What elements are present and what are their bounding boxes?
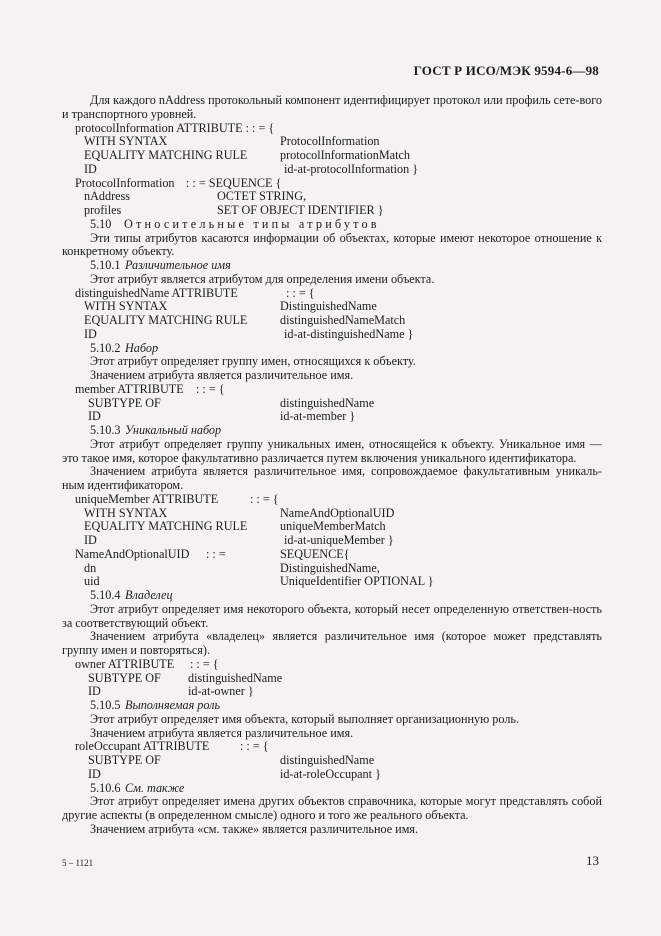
paragraph: Эти типы атрибутов касаются информации об объектах, которые имеют некоторое отношение к конкретному объекту. [62, 230, 602, 259]
section-heading: 5.10 Относительные типы атрибутов [90, 216, 380, 231]
paragraph: Значением атрибута «владелец» является различительное имя (которое может представлять группу имен и повторяться). [62, 629, 602, 657]
asn-line: SUBTYPE OF distinguishedName [88, 395, 375, 410]
paragraph: Значением атрибута является различительное имя, сопровождаемое факультативным уникаль-ным идентификатором. [62, 464, 602, 492]
asn-line: ID id-at-owner } [88, 684, 254, 699]
section-heading: 5.10.4 Владелец [90, 588, 173, 602]
asn-line: uid UniqueIdentifier OPTIONAL } [84, 574, 434, 589]
section-heading: 5.10.6 См. также [90, 780, 185, 795]
paragraph: Для каждого nAddress протокольный компонент идентифицирует протокол или профиль сете-вого и транспортного уровней. [62, 93, 602, 121]
asn-line: EQUALITY MATCHING RULE uniqueMemberMatch [84, 519, 386, 534]
asn-line: ID id-at-roleOccupant } [88, 766, 381, 781]
asn-line: ProtocolInformation : : = SEQUENCE { [75, 175, 282, 190]
paragraph: Этот атрибут определяет имя объекта, который выполняет организационную роль. [90, 711, 520, 726]
asn-line: owner ATTRIBUTE : : = { [75, 656, 219, 671]
asn-line: WITH SYNTAX NameAndOptionalUID [84, 505, 395, 520]
print-mark: 5 – 1121 [62, 858, 94, 868]
asn-line: ID id-at-member } [88, 409, 356, 424]
paragraph: Этот атрибут является атрибутом для определения имени объекта. [90, 271, 435, 286]
paragraph: Этот атрибут определяет имена других объектов справочника, которые могут представлять собой другие аспекты (в определенном смысле) одного и того же реального объекта. [62, 794, 602, 822]
document-body [62, 94, 602, 837]
asn-line: roleOccupant ATTRIBUTE : : = { [75, 739, 269, 754]
asn-line: SUBTYPE OF distinguishedName [88, 753, 375, 767]
paragraph: Значением атрибута является различительное имя. [90, 725, 354, 740]
standard-header: ГОСТ Р ИСО/МЭК 9594-6—98 [413, 63, 599, 78]
asn-line: ID id-at-protocolInformation } [84, 161, 419, 176]
asn-line: member ATTRIBUTE : : = { [75, 381, 225, 396]
page-number: 13 [586, 853, 599, 868]
asn-line: ID id-at-uniqueMember } [84, 533, 394, 547]
asn-line: SUBTYPE OF distinguishedName [88, 670, 283, 685]
paragraph: Значением атрибута является различительное имя. [90, 368, 354, 382]
paragraph: Этот атрибут определяет группу имен, относящихся к объекту. [90, 354, 416, 369]
asn-line: dn DistinguishedName, [84, 560, 380, 575]
section-heading: 5.10.2 Набор [90, 340, 159, 355]
asn-line: nAddress OCTET STRING, [84, 189, 307, 204]
asn-line: EQUALITY MATCHING RULE protocolInformationMatch [84, 148, 410, 162]
asn-line: ID id-at-distinguishedName } [84, 326, 414, 341]
asn-line: EQUALITY MATCHING RULE distinguishedNameMatch [84, 313, 406, 327]
asn-line: protocolInformation ATTRIBUTE : : = { [75, 120, 275, 135]
section-heading: 5.10.5 Выполняемая роль [90, 698, 221, 712]
asn-line: uniqueMember ATTRIBUTE : : = { [75, 491, 279, 506]
section-heading: 5.10.1 Различительное имя [90, 258, 231, 272]
paragraph: Этот атрибут определяет группу уникальных имен, относящейся к объекту. Уникальное имя — это такое имя, которое факультативно различается путем включения уникального идентификатора. [62, 436, 602, 465]
asn-line: WITH SYNTAX ProtocolInformation [84, 134, 380, 149]
asn-line: WITH SYNTAX DistinguishedName [84, 299, 377, 314]
paragraph: Этот атрибут определяет имя некоторого объекта, который несет определенную ответствен-ность за соответствующий объект. [62, 601, 602, 630]
asn-line: profiles SET OF OBJECT IDENTIFIER } [84, 203, 384, 217]
asn-line: distinguishedName ATTRIBUTE : : = { [75, 285, 315, 300]
section-heading: 5.10.3 Уникальный набор [90, 423, 222, 437]
paragraph: Значением атрибута «см. также» является различительное имя. [90, 821, 419, 836]
asn-line: NameAndOptionalUID : : = SEQUENCE{ [75, 546, 350, 561]
